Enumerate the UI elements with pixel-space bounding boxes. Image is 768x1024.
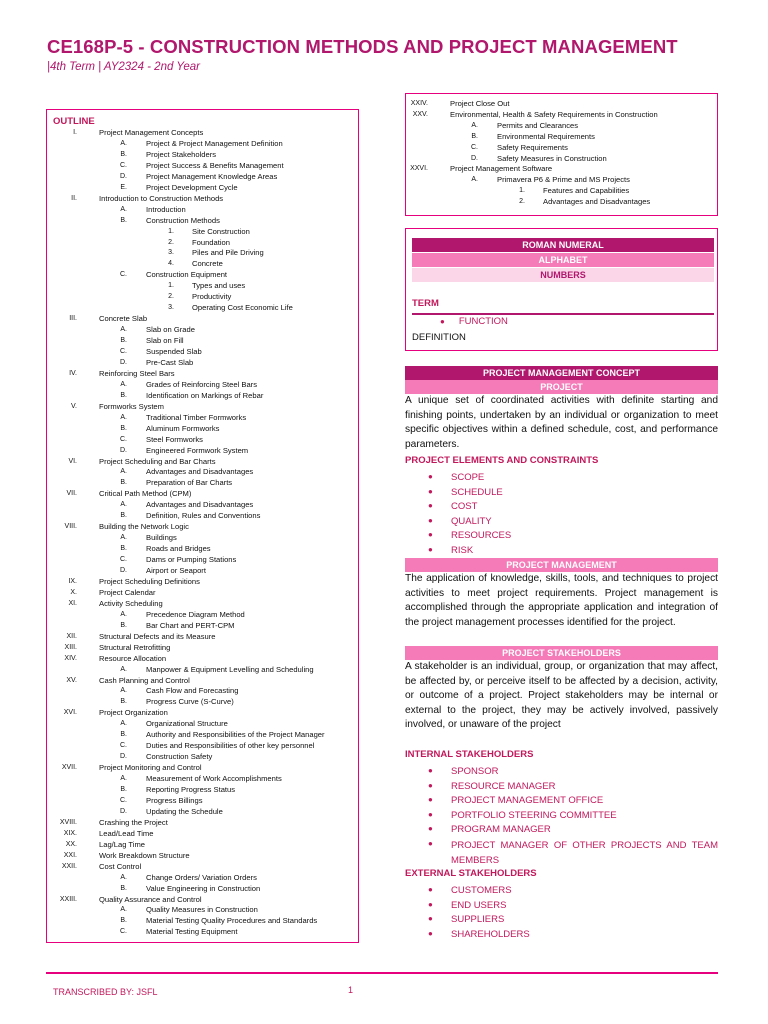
bullet-icon: ● bbox=[428, 530, 433, 540]
outline-item-number: II. bbox=[71, 194, 77, 202]
outline-item-number: A. bbox=[120, 687, 127, 695]
outline-item-text: Cash Planning and Control bbox=[99, 675, 190, 685]
legend-definition: DEFINITION bbox=[412, 332, 466, 343]
bullet-text: RESOURCES bbox=[451, 530, 512, 542]
bullet-icon: ● bbox=[428, 766, 433, 775]
outline-item-number: A. bbox=[120, 413, 127, 421]
page-title: CE168P-5 - CONSTRUCTION METHODS AND PROJECT MANAGEMENT bbox=[47, 36, 678, 57]
bullet-text: END USERS bbox=[451, 899, 507, 911]
outline-item-text: Suspended Slab bbox=[146, 347, 202, 356]
outline-item-text: Buildings bbox=[146, 533, 177, 543]
outline-item-text: Grades of Reinforcing Steel Bars bbox=[146, 379, 258, 389]
outline-item-number: C. bbox=[120, 928, 127, 936]
outline-item-text: Definition, Rules and Conventions bbox=[146, 511, 261, 521]
outline-item-text: Project Calendar bbox=[99, 587, 156, 597]
outline-item-text: Traditional Timber Formworks bbox=[146, 412, 247, 422]
outline-item-number: A. bbox=[120, 873, 127, 881]
bullet-icon: ● bbox=[428, 515, 433, 525]
outline-item-text: Lead/Lead Time bbox=[99, 828, 154, 838]
outline-item-number: XIX. bbox=[63, 829, 77, 837]
outline-item-number: B. bbox=[120, 150, 127, 158]
outline-item-number: B. bbox=[120, 424, 127, 432]
outline-item-number: XVI. bbox=[63, 709, 77, 717]
outline-item-number: D. bbox=[120, 446, 127, 454]
outline-item-text: Project Management Software bbox=[450, 164, 553, 174]
outline-item-text: Progress Billings bbox=[146, 795, 203, 805]
outline-item-number: XIII. bbox=[64, 643, 77, 651]
outline-item-number: B. bbox=[120, 216, 127, 224]
outline-item-text: Dams or Pumping Stations bbox=[146, 555, 237, 565]
outline-item-text: Slab on Grade bbox=[146, 325, 195, 335]
outline-item-number: B. bbox=[120, 545, 127, 553]
outline-heading: OUTLINE bbox=[53, 116, 95, 127]
outline-item-number: 2. bbox=[519, 198, 525, 206]
outline-item-text: Advantages and Disadvantages bbox=[146, 467, 254, 477]
outline-item-text: Piles and Pile Driving bbox=[192, 248, 264, 258]
outline-item-number: A. bbox=[120, 139, 127, 147]
outline-item-text: Types and uses bbox=[192, 281, 246, 291]
outline-item-number: C. bbox=[471, 143, 478, 151]
outline-item-text: Roads and Bridges bbox=[146, 544, 211, 554]
outline-item-text: Precedence Diagram Method bbox=[146, 609, 245, 619]
bullet-text: SUPPLIERS bbox=[451, 914, 505, 926]
bullet-icon: ● bbox=[428, 824, 433, 834]
outline-item-text: Value Engineering in Construction bbox=[146, 883, 261, 893]
bullet-text: SHAREHOLDERS bbox=[451, 928, 530, 940]
outline-item-number: 1. bbox=[168, 227, 174, 235]
outline-item-text: Engineered Formwork System bbox=[146, 445, 249, 455]
bullet-icon: ● bbox=[428, 899, 433, 909]
outline-item-text: Building the Network Logic bbox=[99, 522, 189, 532]
bullet-icon: ● bbox=[428, 839, 433, 848]
outline-item-number: B. bbox=[120, 337, 127, 345]
legend-function-label: FUNCTION bbox=[458, 316, 508, 327]
outline-item-number: 1. bbox=[168, 282, 174, 290]
outline-item-text: Advantages and Disadvantages bbox=[146, 500, 254, 510]
outline-item-number: D. bbox=[120, 358, 127, 366]
outline-item-text: Material Testing Quality Procedures and Standards bbox=[146, 916, 318, 926]
bullet-text: PROJECT MANAGEMENT OFFICE bbox=[451, 795, 604, 807]
outline-item-number: XVIII. bbox=[59, 818, 77, 826]
outline-item-number: A. bbox=[120, 720, 127, 728]
outline-item-text: Primavera P6 & Prime and MS Projects bbox=[497, 175, 630, 185]
outline-item-text: Safety Requirements bbox=[497, 142, 568, 152]
outline-item-number: B. bbox=[120, 884, 127, 892]
outline-item-number: B. bbox=[120, 621, 127, 629]
outline-item-number: B. bbox=[120, 698, 127, 706]
internal-heading: INTERNAL STAKEHOLDERS bbox=[405, 749, 534, 760]
outline-item-number: C. bbox=[120, 556, 127, 564]
outline-item-text: Concrete Slab bbox=[99, 314, 148, 324]
elements-heading: PROJECT ELEMENTS AND CONSTRAINTS bbox=[405, 455, 599, 466]
outline-item-text: Productivity bbox=[192, 292, 232, 302]
outline-item-number: A. bbox=[120, 610, 127, 618]
outline-item-number: I. bbox=[73, 129, 77, 136]
section-bar-project: PROJECT bbox=[405, 380, 718, 394]
outline-item-number: 2. bbox=[168, 238, 174, 246]
legend-term: TERM bbox=[412, 298, 439, 309]
outline-item-number: 3. bbox=[168, 304, 174, 312]
outline-item-text: Safety Measures in Construction bbox=[497, 153, 607, 163]
outline-item-text: Preparation of Bar Charts bbox=[146, 478, 233, 488]
outline-item-number: IX. bbox=[68, 577, 77, 585]
pm-definition: The application of knowledge, skills, tools, and techniques to project activities to meet project requirements. Project management is accomplished through the appropriate application and integration of the project management processes identified for the project. bbox=[405, 573, 718, 628]
outline-item-number: XXI. bbox=[63, 851, 77, 859]
bullet-text: QUALITY bbox=[451, 515, 492, 527]
bullet-icon: ● bbox=[428, 885, 433, 894]
section-bar-stakeholders: PROJECT STAKEHOLDERS bbox=[405, 646, 718, 660]
footer-divider bbox=[46, 972, 718, 974]
bullet-icon: ● bbox=[440, 317, 445, 326]
outline-item-text: Project Close Out bbox=[450, 99, 510, 108]
outline-item-text: Quality Assurance and Control bbox=[99, 894, 202, 904]
outline-item-text: Formworks System bbox=[99, 401, 164, 411]
outline-item-number: A. bbox=[120, 665, 127, 673]
bullet-icon: ● bbox=[428, 809, 433, 819]
outline-item-number: D. bbox=[120, 567, 127, 574]
outline-item-number: E. bbox=[120, 183, 127, 191]
outline-item-number: VII. bbox=[66, 490, 77, 498]
outline-item-number: III. bbox=[69, 315, 77, 323]
outline-item-text: Project Scheduling and Bar Charts bbox=[99, 456, 216, 466]
legend-term-underline bbox=[412, 313, 714, 315]
bullet-icon: ● bbox=[428, 545, 433, 554]
outline-item-number: C. bbox=[120, 161, 127, 169]
outline-item-text: Introduction to Construction Methods bbox=[99, 193, 224, 203]
page-number: 1 bbox=[348, 985, 354, 995]
outline-item-number: XX. bbox=[65, 840, 77, 848]
outline-item-text: Steel Formworks bbox=[146, 434, 203, 444]
outline-item-text: Slab on Fill bbox=[146, 336, 184, 346]
outline-item-text: Activity Scheduling bbox=[99, 598, 163, 608]
bullet-text: SCOPE bbox=[451, 472, 485, 483]
bullet-text: COST bbox=[451, 501, 478, 513]
outline-item-text: Critical Path Method (CPM) bbox=[99, 489, 192, 499]
legend-function bbox=[440, 316, 508, 327]
outline-item-text: Operating Cost Economic Life bbox=[192, 303, 293, 313]
bullet-icon: ● bbox=[428, 795, 433, 805]
footer-transcribed: TRANSCRIBED BY: JSFL bbox=[53, 987, 158, 997]
outline-item-text: Project Development Cycle bbox=[146, 182, 238, 192]
outline-item-text: Project Success & Benefits Management bbox=[146, 160, 284, 170]
outline-item-text: Airport or Seaport bbox=[146, 566, 206, 575]
outline-item-number: B. bbox=[120, 512, 127, 520]
outline-item-text: Construction Methods bbox=[146, 215, 220, 225]
outline-item-text: Project Management Knowledge Areas bbox=[146, 171, 278, 181]
outline-item-text: Foundation bbox=[192, 237, 230, 247]
stakeholders-definition: A stakeholder is an individual, group, or organization that may affect, be affected by, or perceive itself to be affected by a decision, activity, or outcome of a project. Project stakeholders may be internal or external to the project, they may be actively involved, passively involved, or unaware of the project bbox=[405, 661, 718, 731]
bullet-text: RESOURCE MANAGER bbox=[451, 780, 556, 792]
section-bar-pm: PROJECT MANAGEMENT bbox=[405, 558, 718, 572]
outline-item-number: B. bbox=[120, 479, 127, 487]
bullet-text: CUSTOMERS bbox=[451, 885, 512, 896]
outline-item-number: XVII. bbox=[61, 764, 77, 772]
outline-item-text: Updating the Schedule bbox=[146, 806, 223, 816]
outline-item-text: Organizational Structure bbox=[146, 719, 228, 729]
outline-item-number: C. bbox=[120, 348, 127, 355]
outline-item-text: Advantages and Disadvantages bbox=[543, 197, 651, 207]
outline-item-text: Introduction bbox=[146, 204, 186, 214]
outline-item-number: XV. bbox=[66, 676, 77, 684]
outline-item-text: Site Construction bbox=[192, 226, 250, 236]
outline-item-number: A. bbox=[120, 205, 127, 213]
outline-item-text: Construction Equipment bbox=[146, 270, 228, 280]
outline-item-text: Project Scheduling Definitions bbox=[99, 576, 200, 586]
outline-item-number: D. bbox=[120, 753, 127, 761]
outline-item-text: Work Breakdown Structure bbox=[99, 850, 190, 860]
outline-item-text: Construction Safety bbox=[146, 752, 213, 762]
outline-item-text: Authority and Responsibilities of the Project Manager bbox=[146, 730, 325, 740]
outline-item-number: C. bbox=[120, 435, 127, 443]
outline-item-number: XXIII. bbox=[59, 895, 77, 903]
outline-item-number: C. bbox=[120, 271, 127, 279]
outline-item-number: 1. bbox=[519, 187, 525, 195]
outline-item-text: Features and Capabilities bbox=[543, 186, 630, 196]
outline-item-number: XXIV. bbox=[410, 100, 428, 107]
outline-item-number: XIV. bbox=[64, 654, 77, 662]
outline-item-number: B. bbox=[120, 391, 127, 399]
outline-item-number: 3. bbox=[168, 249, 174, 257]
bullet-icon: ● bbox=[428, 501, 433, 511]
outline-item-number: 4. bbox=[168, 260, 174, 268]
project-definition: A unique set of coordinated activities with definite starting and finishing points, undertaken by an individual or organization to meet specific objectives within a defined schedule, cost, and performance parameters. bbox=[405, 395, 718, 450]
outline-item-text: Project Management Concepts bbox=[99, 128, 204, 137]
outline-item-text: Progress Curve (S-Curve) bbox=[146, 697, 234, 707]
outline-item-text: Environmental, Health & Safety Requirements in Construction bbox=[450, 109, 658, 119]
outline-item-number: A. bbox=[120, 326, 127, 334]
external-heading: EXTERNAL STAKEHOLDERS bbox=[405, 868, 537, 879]
legend-numbers: NUMBERS bbox=[412, 268, 714, 282]
legend-roman: ROMAN NUMERAL bbox=[412, 238, 714, 252]
outline-item-text: Concrete bbox=[192, 259, 223, 269]
outline-item-number: A. bbox=[120, 468, 127, 476]
outline-item-text: Permits and Clearances bbox=[497, 120, 579, 130]
outline-item-text: Cash Flow and Forecasting bbox=[146, 686, 239, 696]
outline-item-number: B. bbox=[120, 786, 127, 793]
outline-item-text: Duties and Responsibilities of other key personnel bbox=[146, 741, 315, 751]
outline-item-text: Aluminum Formworks bbox=[146, 423, 220, 433]
outline-item-number: D. bbox=[471, 154, 478, 162]
outline-item-number: A. bbox=[120, 906, 127, 914]
outline-item-number: IV. bbox=[69, 369, 77, 377]
outline-item-text: Change Orders/ Variation Orders bbox=[146, 872, 257, 882]
outline-item-number: A. bbox=[120, 501, 127, 509]
outline-item-number: VIII. bbox=[64, 523, 77, 531]
outline-item-text: Reinforcing Steel Bars bbox=[99, 368, 175, 378]
bullet-icon: ● bbox=[428, 472, 433, 481]
outline-item-number: XII. bbox=[66, 632, 77, 640]
outline-item-text: Project Monitoring and Control bbox=[99, 763, 202, 773]
bullet-text: RISK bbox=[451, 545, 474, 556]
outline-item-text: Structural Defects and its Measure bbox=[99, 631, 216, 641]
outline-item-number: D. bbox=[120, 172, 127, 180]
bullet-text: PROJECT MANAGER OF OTHER PROJECTS AND TEAM MEMBERS bbox=[451, 840, 718, 866]
outline-item-number: X. bbox=[70, 588, 77, 596]
bullet-icon: ● bbox=[428, 486, 433, 496]
outline-item-text: Cost Control bbox=[99, 861, 142, 871]
bullet-icon: ● bbox=[428, 928, 433, 938]
outline-item-text: Project Organization bbox=[99, 708, 168, 718]
outline-item-text: Manpower & Equipment Levelling and Scheduling bbox=[146, 664, 314, 674]
outline-item-number: V. bbox=[71, 402, 77, 410]
outline-item-number: A. bbox=[471, 176, 478, 184]
outline-item-number: A. bbox=[120, 534, 127, 542]
outline-item-text: Environmental Requirements bbox=[497, 131, 595, 141]
outline-item-number: C. bbox=[120, 742, 127, 750]
outline-item-number: B. bbox=[120, 917, 127, 925]
outline-item-text: Material Testing Equipment bbox=[146, 927, 238, 937]
outline-item-text: Crashing the Project bbox=[99, 817, 168, 827]
outline-item-text: Resource Allocation bbox=[99, 653, 167, 663]
outline-item-number: C. bbox=[120, 796, 127, 804]
outline-item-number: A. bbox=[120, 380, 127, 388]
outline-item-number: A. bbox=[471, 121, 478, 129]
bullet-icon: ● bbox=[428, 780, 433, 790]
bullet-icon: ● bbox=[428, 914, 433, 924]
outline-item-number: XI. bbox=[68, 599, 77, 607]
outline-item-number: VI. bbox=[68, 457, 77, 465]
outline-item-text: Structural Retrofitting bbox=[99, 642, 171, 652]
bullet-text: PROGRAM MANAGER bbox=[451, 824, 551, 836]
outline-item-text: Project & Project Management Definition bbox=[146, 138, 283, 148]
section-bar-pm-concept: PROJECT MANAGEMENT CONCEPT bbox=[405, 366, 718, 380]
outline-item-text: Identification on Markings of Rebar bbox=[146, 390, 264, 400]
outline-item-number: XXVI. bbox=[410, 165, 428, 173]
outline-item-number: B. bbox=[471, 132, 478, 140]
outline-item-number: A. bbox=[120, 775, 127, 783]
outline-item-text: Quality Measures in Construction bbox=[146, 905, 258, 915]
page-subtitle: |4th Term | AY2324 - 2nd Year bbox=[47, 61, 201, 73]
outline-item-text: Bar Chart and PERT-CPM bbox=[146, 620, 235, 630]
outline-item-text: Reporting Progress Status bbox=[146, 785, 236, 794]
bullet-text: SCHEDULE bbox=[451, 486, 503, 498]
outline-item-number: XXII. bbox=[61, 862, 77, 870]
outline-item-text: Project Stakeholders bbox=[146, 149, 217, 159]
outline-item-text: Lag/Lag Time bbox=[99, 839, 146, 849]
outline-item-text: Pre-Cast Slab bbox=[146, 357, 194, 367]
outline-item-text: Measurement of Work Accomplishments bbox=[146, 774, 282, 784]
outline-item-number: B. bbox=[120, 731, 127, 739]
bullet-text: SPONSOR bbox=[451, 766, 499, 777]
outline-item-number: D. bbox=[120, 807, 127, 815]
outline-item-number: XXV. bbox=[412, 110, 428, 118]
bullet-text: PORTFOLIO STEERING COMMITTEE bbox=[451, 809, 617, 821]
outline-item-number: 2. bbox=[168, 293, 174, 301]
legend-alphabet: ALPHABET bbox=[412, 253, 714, 267]
